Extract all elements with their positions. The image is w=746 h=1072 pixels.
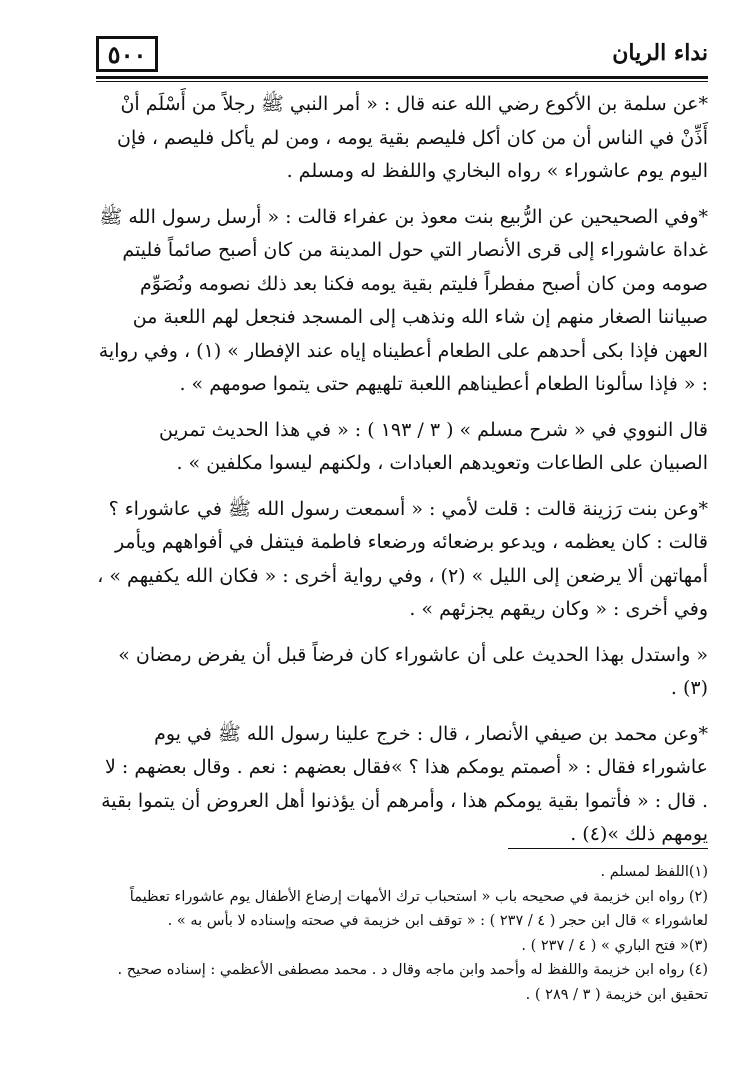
paragraph-gap — [96, 481, 708, 493]
paragraph-nawawi-comment: قال النووي في « شرح مسلم » ( ٣ / ١٩٣ ) : « في هذا الحديث تمرين الصبيان على الطاعات وتعويدهم العبادات ، ولكنهم ليسوا مكلفين » . — [159, 418, 708, 474]
page-header — [96, 30, 708, 74]
paragraph-gap — [96, 627, 708, 639]
paragraph-gap — [96, 706, 708, 718]
footnote-separator — [508, 848, 708, 849]
main-text — [96, 88, 708, 852]
footnote-2: (٢) رواه ابن خزيمة في صحيحه باب « استحباب ترك الأمهات إرضاع الأطفال يوم عاشوراء تعظيماً لعاشوراء » قال ابن حجر ( ٤ / ٢٣٧ ) : « توقف ابن خزيمة في صحته وإسناده لا بأس به » . — [129, 888, 708, 929]
footnotes — [96, 860, 708, 1007]
footnote-1: (١)اللفظ لمسلم . — [600, 864, 708, 880]
paragraph-rubayyi-hadith: *وفي الصحيحين عن الرُّبيع بنت معوذ بن عفراء قالت : « أرسل رسول الله ﷺ غداة عاشوراء إلى قرى الأنصار التي حول المدينة من كان أصبح صائماً فليتم صومه ومن كان أصبح مفطراً فليتم بقية يومه فكنا بعد ذلك نصومه ونُصَوِّم صبياننا الصغار منهم إن شاء الله ونذهب إلى المسجد فنجعل لهم اللعبة من العهن فإذا بكى أحدهم على الطعام أعطيناه إياه عند الإفطار » (١) ، وفي رواية : « فإذا سألونا الطعام أعطيناهم اللعبة تلهيهم حتى يتموا صومهم » . — [98, 205, 708, 395]
running-title: نداء الريان — [612, 40, 708, 66]
paragraph-sayfi-hadith: *وعن محمد بن صيفي الأنصار ، قال : خرج علينا رسول الله ﷺ في يوم عاشوراء فقال : « أصمتم يومكم هذا ؟ »فقال بعضهم : نعم . وقال بعضهم : لا . قال : « فأتموا بقية يومكم هذا ، وأمرهم أن يؤذنوا أهل العروض أن يتموا بقية يومهم ذلك »(٤) . — [101, 722, 708, 845]
page-number: ٥٠٠ — [107, 39, 147, 69]
footnote-3: (٣)« فتح الباري » ( ٤ / ٢٣٧ ) . — [521, 937, 708, 954]
paragraph-istidlal: « واستدل بهذا الحديث على أن عاشوراء كان فرضاً قبل أن يفرض رمضان » (٣) . — [118, 643, 708, 699]
paragraph-gap — [96, 402, 708, 414]
header-rule-thin — [96, 81, 708, 82]
page-number-box — [96, 36, 158, 72]
paragraph-razina-hadith: *وعن بنت رَزينة قالت : قلت لأمي : « أسمعت رسول الله ﷺ في عاشوراء ؟ قالت : كان يعظمه ، ويدعو برضعائه ورضعاء فاطمة فيتفل في أفواههم ويأمر أمهاتهن ألا يرضعن إلى الليل » (٢) ، وفي رواية أخرى : « فكان الله يكفيهم » ، وفي أخرى : « وكان ريقهم يجزئهم » . — [97, 497, 708, 620]
paragraph-gap — [96, 189, 708, 201]
paragraph-salama-hadith: *عن سلمة بن الأكوع رضي الله عنه قال : « أمر النبي ﷺ رجلاً من أَسْلَم أنْ أَذِّنْ في الناس أن من كان أكل فليصم بقية يومه ، ومن لم يأكل فليصم ، فإن اليوم يوم عاشوراء » رواه البخاري واللفظ له ومسلم . — [117, 93, 708, 182]
header-rule-thick — [96, 76, 708, 79]
footnote-4: (٤) رواه ابن خزيمة واللفظ له وأحمد وابن ماجه وقال د . محمد مصطفى الأعظمي : إسناده صحيح . تحقيق ابن خزيمة ( ٣ / ٢٨٩ ) . — [117, 962, 708, 1003]
